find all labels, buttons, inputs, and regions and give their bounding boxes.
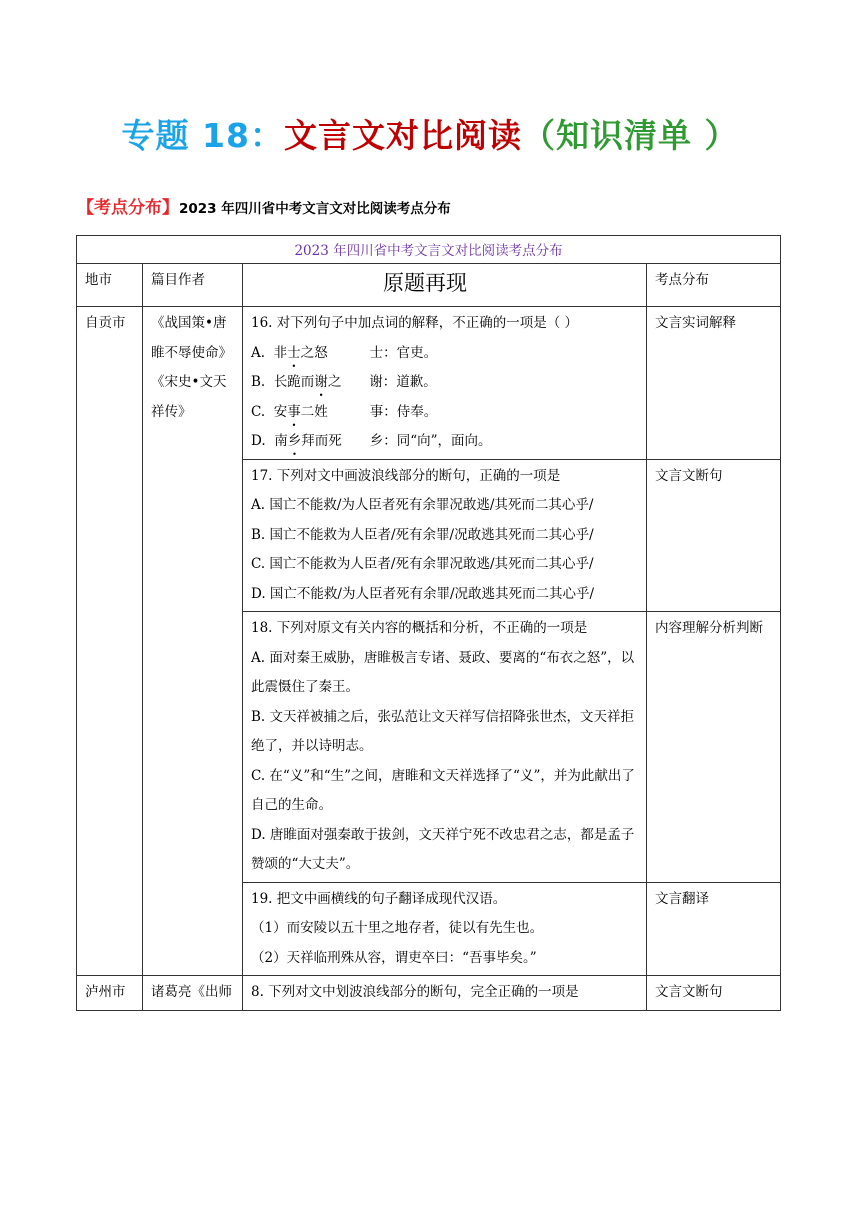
section-description: 2023 年四川省中考文言文对比阅读考点分布 (179, 201, 451, 217)
emphasis-dot: 事 (287, 403, 301, 420)
question-option: D. 国亡不能救/为人臣者死有余罪/况敢逃其死而二其心乎/ (251, 585, 595, 602)
title-topic: 文言文对比阅读 (283, 116, 522, 155)
question-option: C. 安事二姓 事：侍奉。 (251, 403, 438, 420)
document-title (0, 110, 860, 157)
author-cell: 诸葛亮《出师 (143, 976, 243, 1011)
author-cell (143, 307, 243, 976)
header-original: 原题再现 (243, 264, 647, 307)
question-option: D. 南乡拜而死 乡：同“向”，面向。 (251, 433, 492, 449)
emphasis-dot: 士 (287, 344, 301, 361)
point-cell: 文言文断句 (647, 976, 781, 1011)
section-heading (77, 193, 451, 218)
title-prefix: 专题 18： (121, 116, 284, 155)
question-cell (243, 459, 647, 612)
point-cell: 文言实词解释 (647, 307, 781, 460)
header-author: 篇目作者 (143, 264, 243, 307)
question-stem: 18. 下列对原文有关内容的概括和分析，不正确的一项是 (251, 620, 588, 636)
header-points: 考点分布 (647, 264, 781, 307)
point-cell: 文言文断句 (647, 459, 781, 612)
question-stem: 19. 把文中画横线的句子翻译成现代汉语。 (251, 890, 507, 907)
question-option: A. 非士之怒 士：官吏。 (251, 344, 438, 361)
question-stem: 17. 下列对文中画波浪线部分的断句，正确的一项是 (251, 467, 561, 484)
city-cell: 自贡市 (77, 307, 143, 976)
point-cell: 内容理解分析判断 (647, 612, 781, 883)
exam-points-table (76, 235, 781, 1011)
emphasis-dot: 乡 (287, 433, 302, 449)
header-city: 地市 (77, 264, 143, 307)
table-row (77, 976, 781, 1011)
question-cell: 8. 下列对文中划波浪线部分的断句，完全正确的一项是 (243, 976, 647, 1011)
city-cell: 泸州市 (77, 976, 143, 1011)
work-title: 《战国策•唐睢不辱使命》 (151, 315, 232, 361)
question-cell (243, 307, 647, 460)
point-cell: 文言翻译 (647, 882, 781, 976)
emphasis-dot: 谢 (314, 374, 328, 390)
question-option: B. 长跪而谢之 谢：道歉。 (251, 374, 437, 390)
question-option: B. 文天祥被捕之后，张弘范让文天祥写信招降张世杰，文天祥拒绝了，并以诗明志。 (251, 708, 635, 754)
question-stem: 16. 对下列句子中加点词的解释，不正确的一项是（ ） (251, 315, 579, 331)
question-option: D. 唐睢面对强秦敢于拔剑，文天祥宁死不改忠君之志，都是孟子赞颂的“大丈夫”。 (251, 826, 635, 872)
table-header-row (77, 264, 781, 307)
work-title: 《宋史•文天祥传》 (151, 374, 227, 420)
section-tag: 【考点分布】 (77, 198, 179, 218)
table-row (77, 307, 781, 460)
question-option: B. 国亡不能救为人臣者/死有余罪/况敢逃其死而二其心乎/ (251, 526, 594, 543)
question-option: C. 国亡不能救为人臣者/死有余罪况敢逃/其死而二其心乎/ (251, 556, 594, 572)
question-option: A. 面对秦王威胁，唐睢极言专诸、聂政、要离的“布衣之怒”，以此震慑住了秦王。 (251, 649, 635, 695)
question-option: A. 国亡不能救/为人臣者死有余罪况敢逃/其死而二其心乎/ (251, 497, 594, 513)
sub-question: （2）天祥临刑殊从容，谓吏卒曰：“吾事毕矣。” (251, 949, 537, 966)
question-cell (243, 882, 647, 976)
table-caption: 2023 年四川省中考文言文对比阅读考点分布 (77, 236, 781, 264)
table-caption-row (77, 236, 781, 264)
sub-question: （1）而安陵以五十里之地存者，徒以有先生也。 (251, 920, 544, 936)
question-cell (243, 612, 647, 883)
title-suffix: （知识清单 ） (521, 116, 739, 155)
question-option: C. 在“义”和“生”之间，唐睢和文天祥选择了“义”，并为此献出了自己的生命。 (251, 767, 635, 813)
